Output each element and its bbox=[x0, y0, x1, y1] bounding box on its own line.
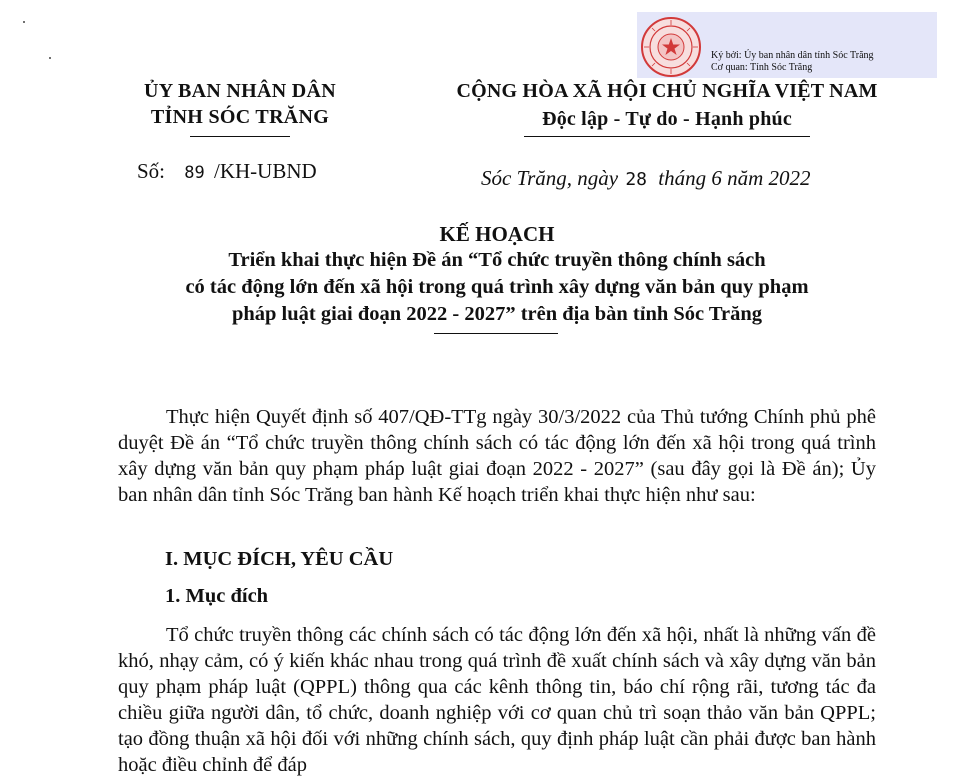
agency-underline bbox=[190, 136, 290, 137]
section-heading-purpose-requirements: I. MỤC ĐÍCH, YÊU CẦU bbox=[165, 548, 394, 570]
document-type-title: KẾ HOẠCH bbox=[439, 222, 555, 246]
date-suffix: tháng 6 năm 2022 bbox=[658, 166, 811, 190]
scan-speck bbox=[49, 57, 51, 59]
republic-title: CỘNG HÒA XÃ HỘI CHỦ NGHĨA VIỆT NAM bbox=[456, 80, 878, 102]
national-emblem-seal-icon bbox=[640, 16, 702, 78]
date-prefix: Sóc Trăng, ngày bbox=[481, 166, 619, 190]
title-underline bbox=[434, 333, 558, 334]
republic-motto: Độc lập - Tự do - Hạnh phúc bbox=[542, 108, 792, 130]
document-number-prefix: Số: bbox=[137, 159, 166, 183]
agency-name-line2: TỈNH SÓC TRĂNG bbox=[150, 106, 330, 128]
intro-paragraph: Thực hiện Quyết định số 407/QĐ-TTg ngày 30/3/2022 của Thủ tướng Chính phủ phê duyệt Đề án “Tổ chức truyền thông chính sách có tác động lớn đến xã hội trong quá trình xây dựng văn bản quy phạm pháp luật giai đoạn 2022 - 2027” (sau đây gọi là Đề án); Ủy ban nhân dân tỉnh Sóc Trăng ban hành Kế hoạch triển khai thực hiện như sau: bbox=[118, 406, 876, 506]
signature-agency: Cơ quan: Tỉnh Sóc Trăng bbox=[711, 62, 813, 73]
scan-speck bbox=[23, 21, 25, 23]
agency-name-line1: ỦY BAN NHÂN DÂN bbox=[143, 80, 337, 102]
document-date bbox=[481, 166, 811, 191]
title-line-1: Triển khai thực hiện Đề án “Tổ chức truyền thông chính sách bbox=[228, 249, 766, 271]
title-line-3: pháp luật giai đoạn 2022 - 2027” trên địa bàn tỉnh Sóc Trăng bbox=[231, 303, 763, 325]
purpose-paragraph: Tổ chức truyền thông các chính sách có tác động lớn đến xã hội, nhất là những vấn đề khó, nhạy cảm, có ý kiến khác nhau trong quá trình đề xuất chính sách và xây dựng văn bản quy phạm pháp luật (QPPL) thông qua các kênh thông tin, báo chí rộng rãi, tương tác đa chiều giữa người dân, tổ chức, doanh nghiệp với cơ quan chủ trì soạn thảo văn bản QPPL; tạo đồng thuận xã hội đối với những chính sách, quy định pháp luật cần phải được ban hành hoặc điều chỉnh để đáp bbox=[118, 624, 876, 776]
document-number bbox=[137, 159, 317, 184]
document-number-value: 89 bbox=[184, 163, 205, 183]
title-line-2: có tác động lớn đến xã hội trong quá trình xây dựng văn bản quy phạm bbox=[185, 276, 809, 298]
signature-signed-by: Ký bởi: Ủy ban nhân dân tỉnh Sóc Trăng bbox=[711, 50, 874, 61]
document-number-suffix: /KH-UBND bbox=[214, 159, 317, 183]
subsection-heading-purpose: 1. Mục đích bbox=[165, 585, 269, 607]
date-day: 28 bbox=[625, 169, 648, 190]
signature-info bbox=[711, 50, 874, 74]
motto-underline bbox=[524, 136, 810, 137]
